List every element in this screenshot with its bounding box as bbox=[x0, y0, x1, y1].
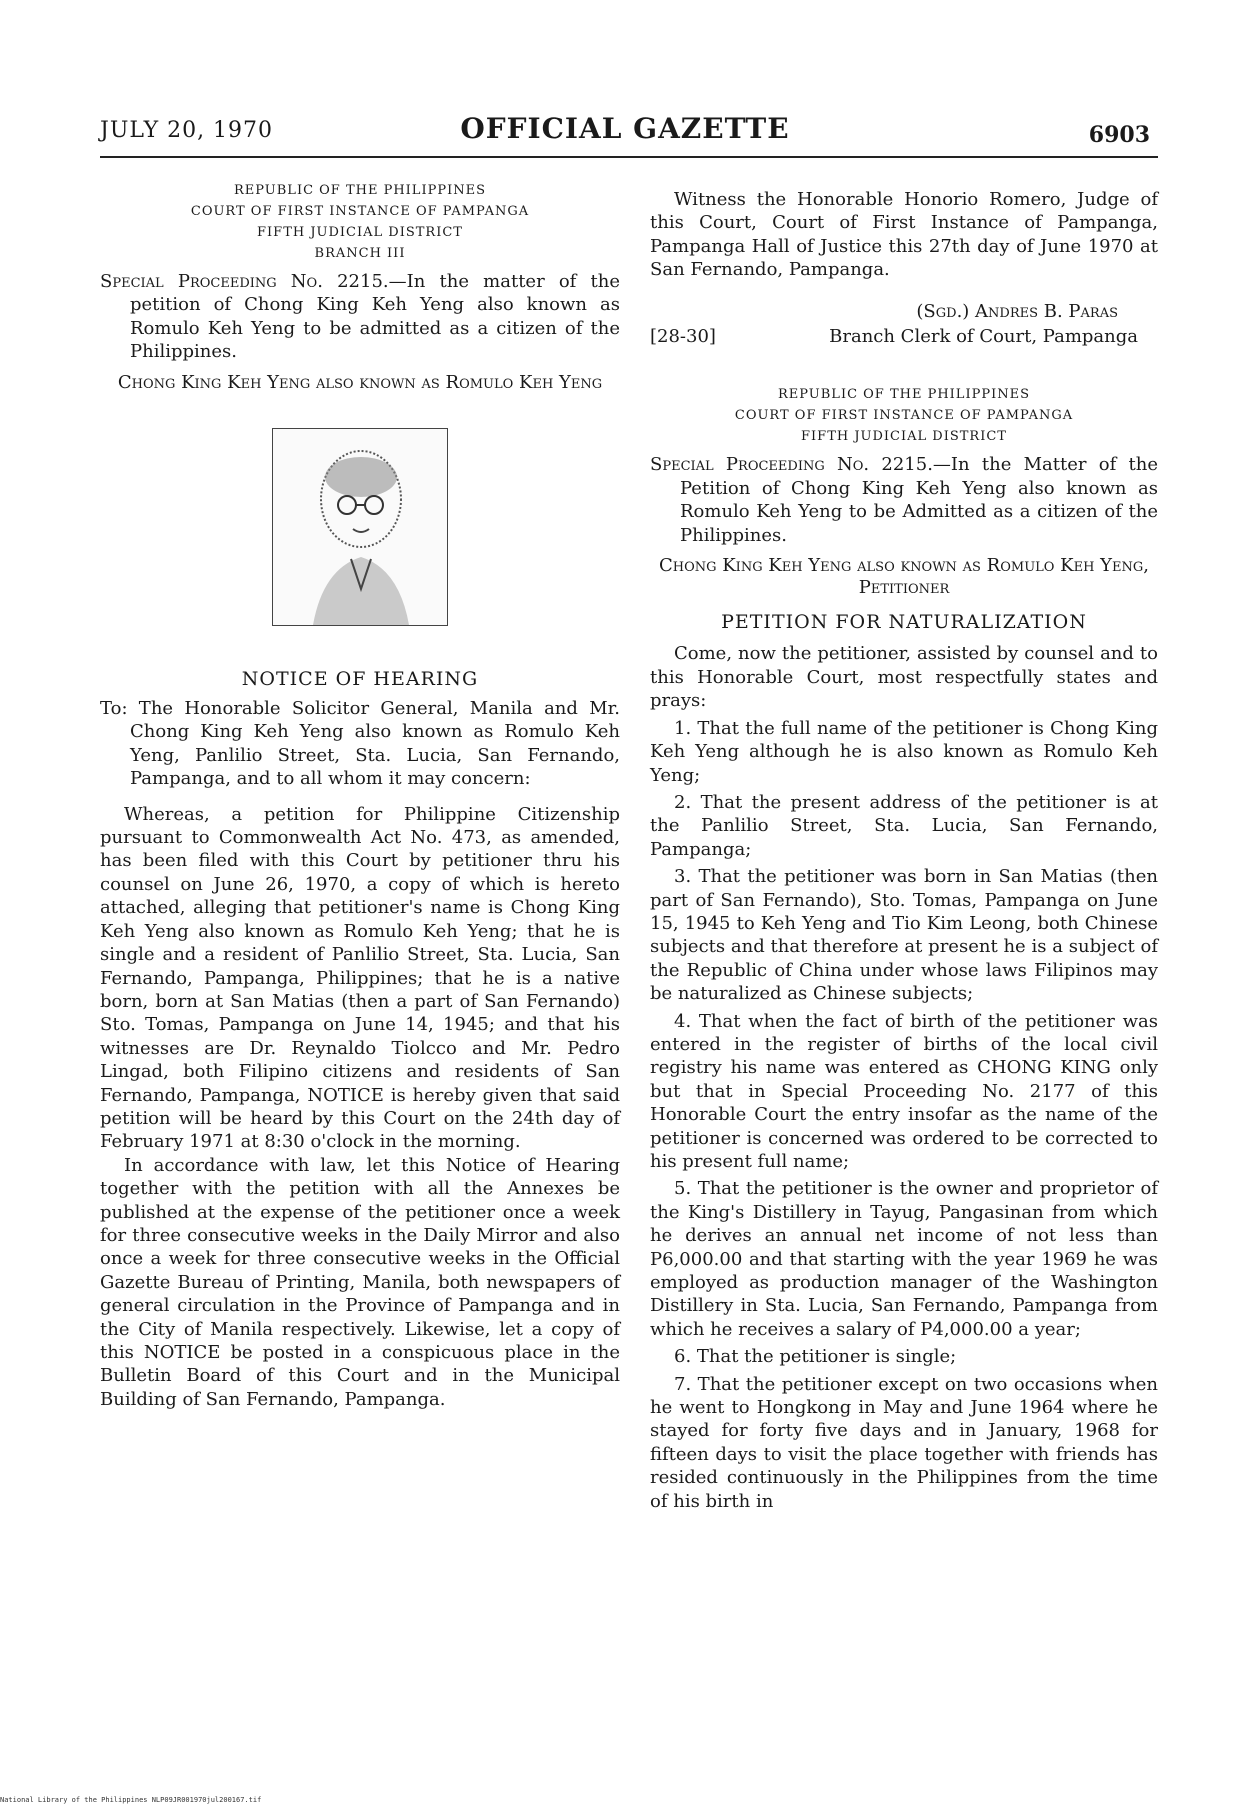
petition-item: 4. That when the fact of birth of the petitioner was entered in the register of births of the local civil registry his name was entered as CHONG KING only but that in Special Proceeding No. 2177 of this Honorable Court the entry insofar as the name of the petitioner is concerned was ordered to be corrected to his present full name; bbox=[650, 1010, 1158, 1172]
party-name: Chong King Keh Yeng also known as Romulo Keh Yeng bbox=[117, 371, 603, 393]
issue-date: JULY 20, 1970 bbox=[100, 118, 274, 143]
court-heading bbox=[100, 180, 620, 264]
petitioner-photo bbox=[272, 428, 448, 626]
page-header bbox=[100, 112, 1150, 152]
publication-title: OFFICIAL GAZETTE bbox=[460, 112, 790, 145]
signature-line bbox=[650, 325, 1158, 348]
petition-item: 1. That the full name of the petitioner is Chong King Keh Yeng although he is also known as Romulo Keh Yeng; bbox=[650, 717, 1158, 786]
header-rule bbox=[100, 156, 1158, 158]
witness-paragraph: Witness the Honorable Honorio Romero, Judge of this Court, Court of First Instance of Pampanga, Pampanga Hall of Justice this 27th day of June 1970 at San Fernando, Pampanga. bbox=[650, 189, 1158, 281]
court-line: FIFTH JUDICIAL DISTRICT bbox=[801, 429, 1007, 445]
court-line: BRANCH III bbox=[314, 246, 406, 261]
left-column bbox=[100, 180, 620, 1411]
page-number: 6903 bbox=[1088, 122, 1150, 148]
scan-footer: National Library of the Philippines NLP09JR001970jul200167.tif bbox=[0, 1796, 262, 1804]
party-name-2: Chong King Keh Yeng also known as Romulo Keh Yeng, Petitioner bbox=[658, 555, 1150, 599]
signatory: (Sgd.) Andres B. Paras bbox=[916, 300, 1118, 322]
right-column bbox=[650, 188, 1158, 1513]
court-line: FIFTH JUDICIAL DISTRICT bbox=[257, 225, 463, 240]
petition-item: 5. That the petitioner is the owner and proprietor of the King's Distillery in Tayug, Pangasinan from which he derives an annual net income of not less than P6,000.00 and that starting with the year 1969 he was employed as production manager of the Washington Distillery in Sta. Lucia, San Fernando, Pampanga from which he receives a salary of P4,000.00 a year; bbox=[650, 1178, 1158, 1340]
court-heading-2 bbox=[650, 384, 1158, 447]
petition-title: PETITION FOR NATURALIZATION bbox=[721, 611, 1087, 634]
petition-item: 7. That the petitioner except on two occasions when he went to Hongkong in May and June 1964 where he stayed for forty five days and in January, 1968 for fifteen days to visit the place together with friends has resided continuously in the Philippines from the time of his birth in bbox=[650, 1373, 1158, 1512]
proceeding-label: Special Proceeding No. 2215. bbox=[650, 454, 933, 476]
petition-item: 6. That the petitioner is single; bbox=[674, 1346, 957, 1368]
proceeding-caption-2 bbox=[650, 453, 1158, 547]
accordance-paragraph: In accordance with law, let this Notice of Hearing together with the petition with all the Annexes be published at the expense of the petitioner once a week for three consecutive weeks in the Daily Mirror and also once a week for three consecutive weeks in the Official Gazette Bureau of Printing, Manila, both newspapers of general circulation in the Province of Pampanga and in the City of Manila respectively. Likewise, let a copy of this NOTICE be posted in a conspicuous place in the Bulletin Board of this Court and in the Municipal Building of San Fernando, Pampanga. bbox=[100, 1154, 620, 1410]
portrait-image bbox=[273, 429, 447, 625]
court-line: REPUBLIC OF THE PHILIPPINES bbox=[234, 183, 486, 198]
court-line: COURT OF FIRST INSTANCE OF PAMPANGA bbox=[734, 408, 1074, 424]
court-line: REPUBLIC OF THE PHILIPPINES bbox=[778, 387, 1030, 403]
court-line: COURT OF FIRST INSTANCE OF PAMPANGA bbox=[190, 204, 530, 219]
issue-reference: [28-30] bbox=[650, 326, 716, 348]
whereas-paragraph: Whereas, a petition for Philippine Citizenship pursuant to Commonwealth Act No. 473, as amended, has been filed with this Court by petitioner thru his counsel on June 26, 1970, a copy of which is hereto attached, alleging that petitioner's name is Chong King Keh Yeng also known as Romulo Keh Yeng; that he is single and a resident of Panlilio Street, Sta. Lucia, San Fernando, Pampanga, Philippines; that he is a native born, born at San Matias (then a part of San Fernando) Sto. Tomas, Pampanga on June 14, 1945; and that his witnesses are Dr. Reynaldo Tiolcco and Mr. Pedro Lingad, both Filipino citizens and residents of San Fernando, Pampanga, NOTICE is hereby given that said petition will be heard by this Court on the 24th day of February 1971 at 8:30 o'clock in the morning. bbox=[100, 803, 620, 1153]
notice-title: NOTICE OF HEARING bbox=[241, 667, 479, 690]
proceeding-label: Special Proceeding No. 2215. bbox=[100, 271, 389, 292]
proceeding-text: —In the Matter of the Petition of Chong King Keh Yeng also known as Romulo Keh Yeng to be Admitted as a citizen of the Philippines. bbox=[680, 454, 1159, 546]
petition-intro: Come, now the petitioner, assisted by counsel and to this Honorable Court, most respectfully states and prays: bbox=[650, 643, 1158, 712]
petition-item: 3. That the petitioner was born in San Matias (then part of San Fernando), Sto. Tomas, Pampanga on June 15, 1945 to Keh Yeng and Tio Kim Leong, both Chinese subjects and that therefore at present he is a subject of the Republic of China under whose laws Filipinos may be naturalized as Chinese subjects; bbox=[650, 866, 1158, 1005]
proceeding-caption bbox=[100, 270, 620, 364]
clerk-title: Branch Clerk of Court, Pampanga bbox=[829, 326, 1138, 348]
notice-addressee: To: The Honorable Solicitor General, Manila and Mr. Chong King Keh Yeng also known as Romulo Keh Yeng, Panlilio Street, Sta. Lucia, San Fernando, Pampanga, and to all whom it may concern: bbox=[100, 698, 620, 790]
petition-item: 2. That the present address of the petitioner is at the Panlilio Street, Sta. Lucia, San Fernando, Pampanga; bbox=[650, 791, 1158, 860]
proceeding-text: —In the matter of the petition of Chong King Keh Yeng also known as Romulo Keh Yeng to be admitted as a citizen of the Philippines. bbox=[130, 271, 620, 363]
